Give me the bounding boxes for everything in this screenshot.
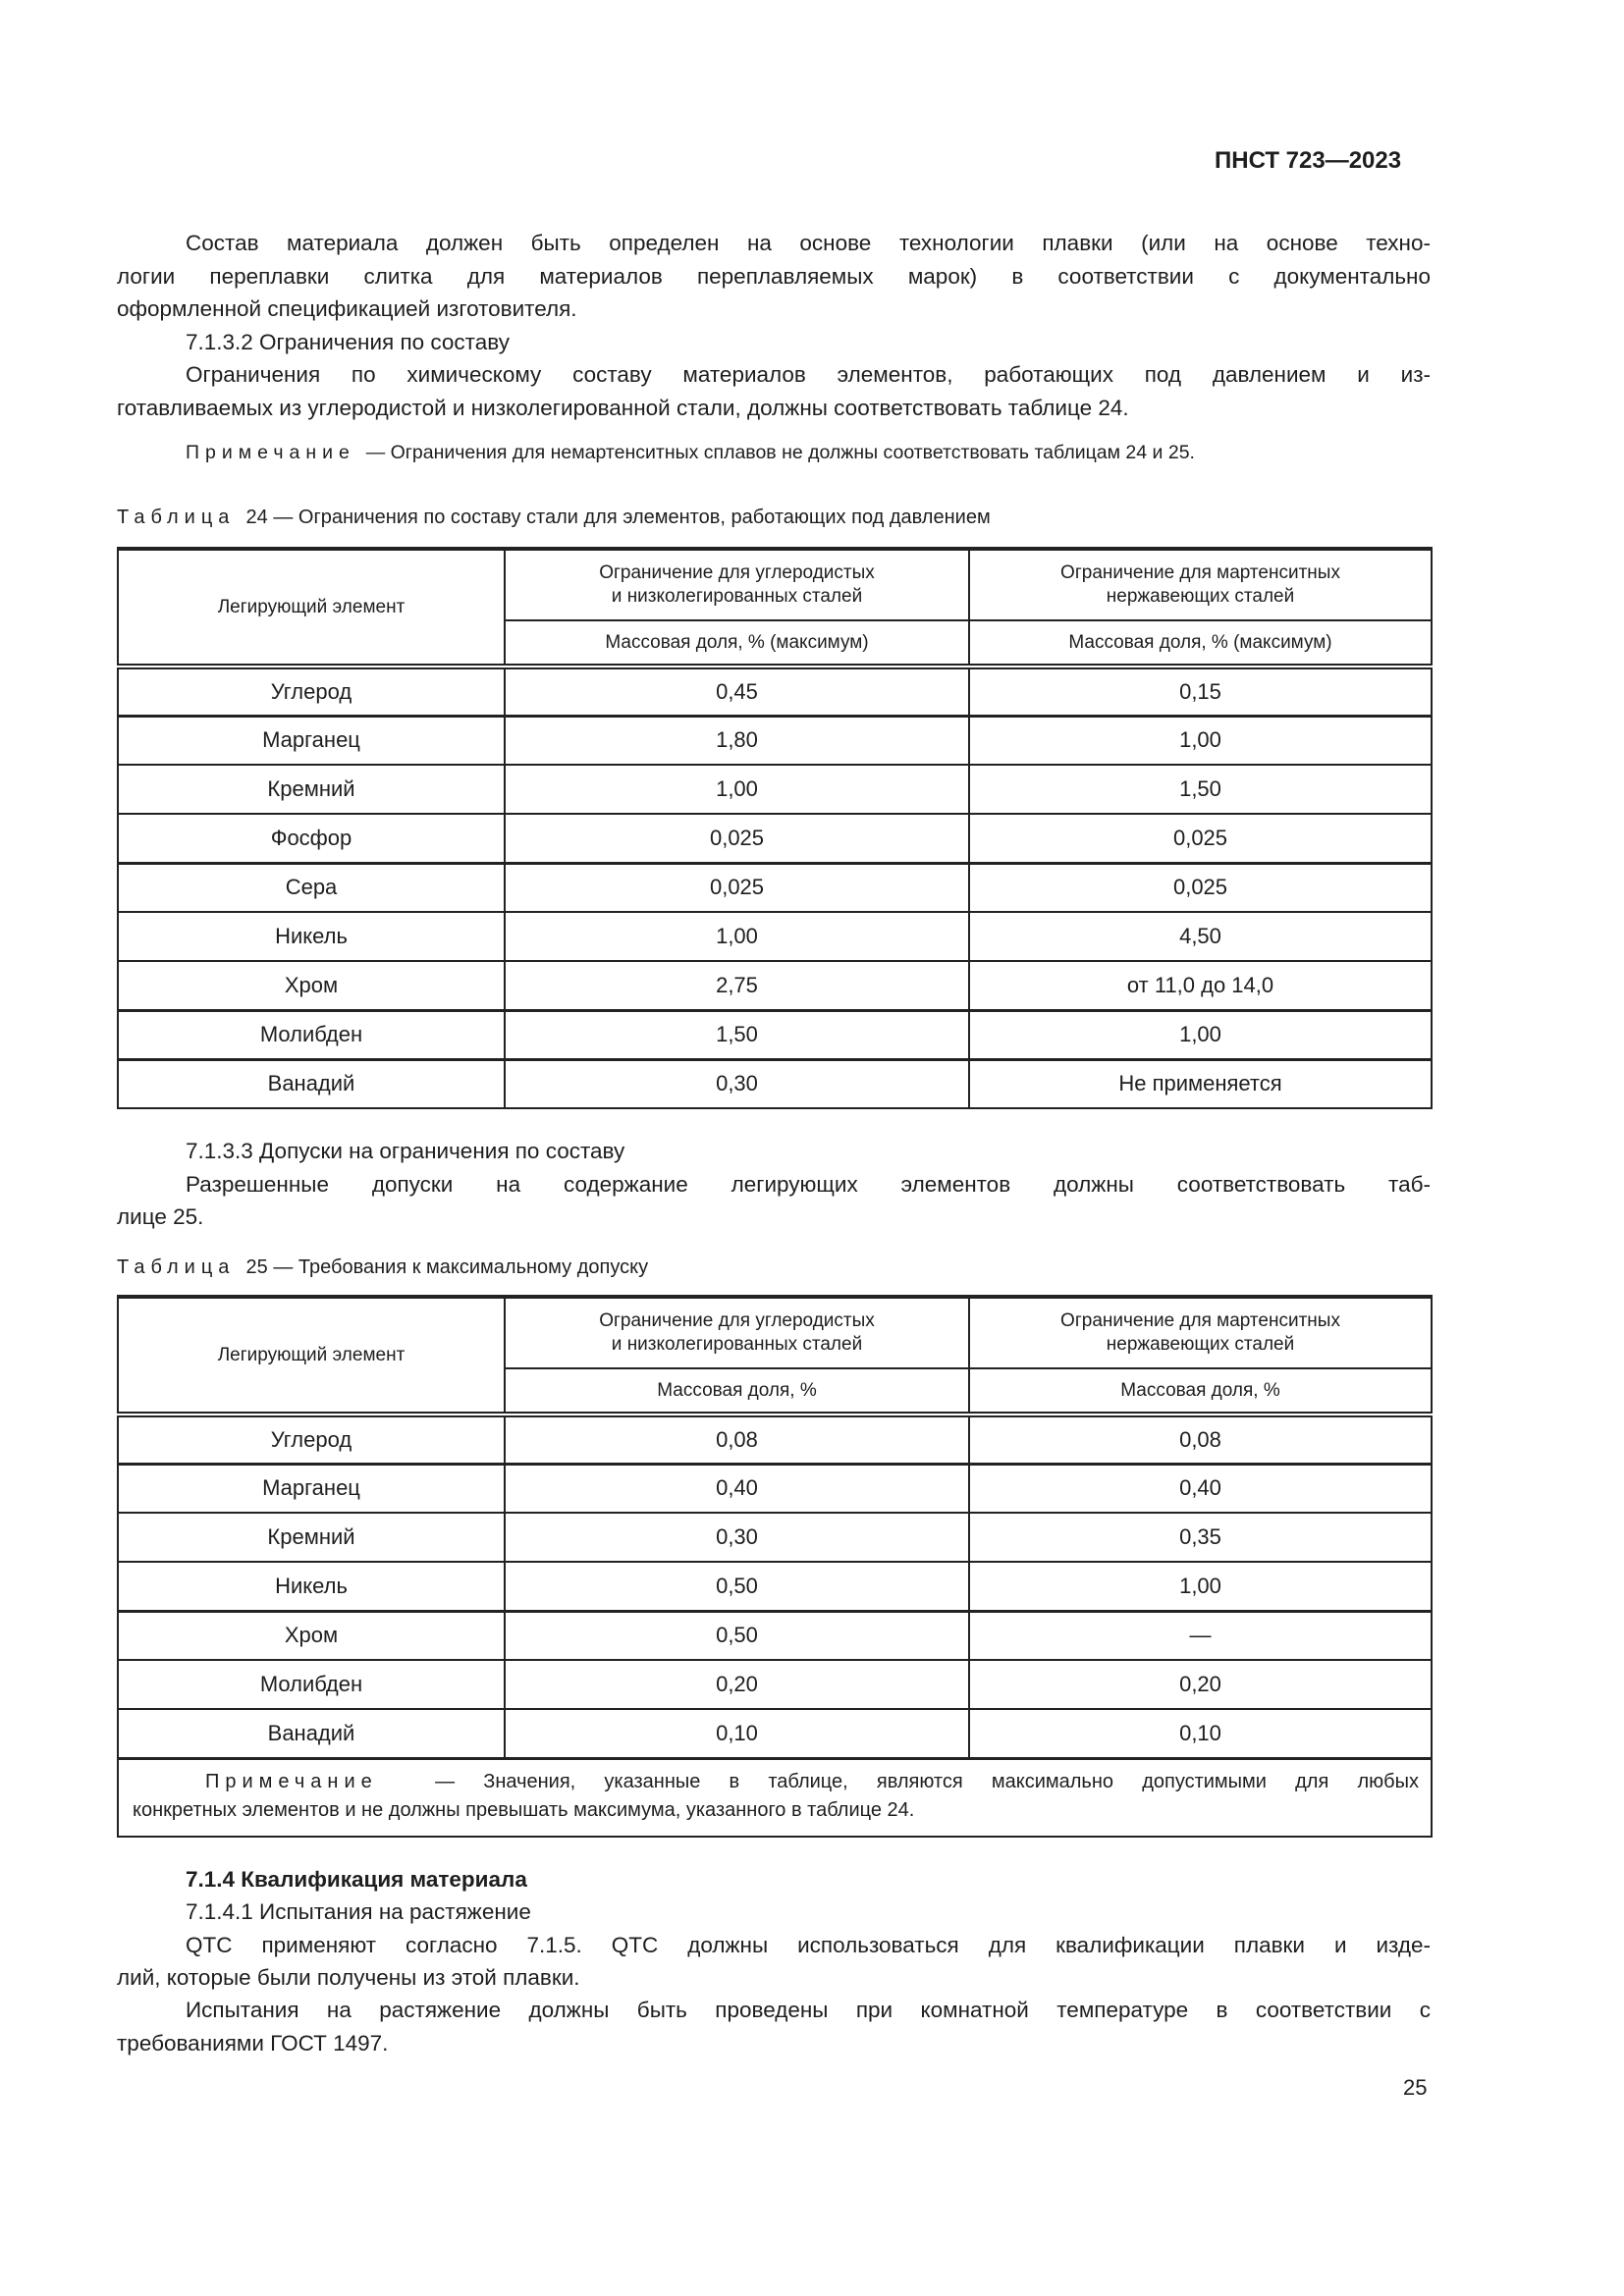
- intro-paragraph-line-3: оформленной спецификацией изготовителя.: [117, 296, 577, 321]
- col-header-martensitic: Ограничение для мартенситных нержавеющих сталей: [969, 1297, 1432, 1368]
- table-row: Ванадий 0,10 0,10: [118, 1709, 1432, 1758]
- intro-paragraph-line-2: логии переплавки слитка для материалов переплавляемых марок) в соответствии с документально: [117, 264, 1431, 289]
- sub-header-carbon: Массовая доля, %: [505, 1368, 969, 1415]
- table-24: [117, 547, 1433, 1109]
- table-row: Углерод 0,45 0,15: [118, 667, 1432, 716]
- note-1: [186, 437, 1431, 470]
- table-row: Кремний 1,00 1,50: [118, 765, 1432, 814]
- section-714-title: 7.1.4 Квалификация материала: [186, 1867, 527, 1892]
- table-row: Кремний 0,30 0,35: [118, 1513, 1432, 1562]
- table-row: Фосфор 0,025 0,025: [118, 814, 1432, 863]
- note-label: Примечание: [205, 1771, 378, 1793]
- page-number: 25: [1403, 2075, 1428, 2100]
- col-header-element: Легирующий элемент: [118, 1297, 505, 1415]
- table-25-note: Примечание — Значения, указанные в таблице, являются максимально допустимыми для любых конкретных элементов и не должны превышать максимума, указанного в таблице 24.: [118, 1758, 1432, 1837]
- table-row: Углерод 0,08 0,08: [118, 1415, 1432, 1464]
- section-7133-line-1: Разрешенные допуски на содержание легирующих элементов должны соответствовать таб-: [186, 1172, 1431, 1197]
- sub-header-martensitic: Массовая доля, % (максимум): [969, 620, 1432, 667]
- intro-paragraph-line-1: Состав материала должен быть определен на основе технологии плавки (или на основе техно-: [186, 231, 1431, 255]
- section-7141-para1-line-2: лий, которые были получены из этой плавки.: [117, 1965, 580, 1990]
- section-7132-line-2: готавливаемых из углеродистой и низколегированной стали, должны соответствовать таблице 24.: [117, 396, 1129, 420]
- table-row: Молибден 0,20 0,20: [118, 1660, 1432, 1709]
- table-row: Марганец 1,80 1,00: [118, 716, 1432, 765]
- section-7141-para1-line-1: QTC применяют согласно 7.1.5. QTC должны использоваться для квалификации плавки и изде-: [186, 1933, 1431, 1957]
- col-header-martensitic: Ограничение для мартенситных нержавеющих сталей: [969, 549, 1432, 620]
- table-row: Молибден 1,50 1,00: [118, 1010, 1432, 1059]
- table-note-row: [118, 1758, 1432, 1837]
- note-label: Примечание: [186, 442, 355, 463]
- section-7132-line-1: Ограничения по химическому составу материалов элементов, работающих под давлением и из-: [186, 362, 1431, 387]
- table-row: Хром 0,50 —: [118, 1611, 1432, 1660]
- col-header-element: Легирующий элемент: [118, 549, 505, 667]
- table-row: Марганец 0,40 0,40: [118, 1464, 1432, 1513]
- table-24-caption: Таблица 24 — Ограничения по составу стали для элементов, работающих под давлением: [117, 507, 991, 528]
- document-id: ПНСТ 723—2023: [1215, 147, 1402, 174]
- table-row: Хром 2,75 от 11,0 до 14,0: [118, 961, 1432, 1010]
- sub-header-carbon: Массовая доля, % (максимум): [505, 620, 969, 667]
- col-header-carbon: Ограничение для углеродистых и низколегированных сталей: [505, 1297, 969, 1368]
- col-header-carbon: Ограничение для углеродистых и низколегированных сталей: [505, 549, 969, 620]
- table-row: Ванадий 0,30 Не применяется: [118, 1059, 1432, 1108]
- table-25: [117, 1295, 1433, 1838]
- table-25-caption: Таблица 25 — Требования к максимальному допуску: [117, 1256, 649, 1278]
- table-row: Сера 0,025 0,025: [118, 863, 1432, 912]
- note-text: — Ограничения для немартенситных сплавов не должны соответствовать таблицам 24 и 25.: [365, 442, 1195, 463]
- table-row: Никель 0,50 1,00: [118, 1562, 1432, 1611]
- section-7133-title: 7.1.3.3 Допуски на ограничения по составу: [186, 1139, 625, 1163]
- section-7132-title: 7.1.3.2 Ограничения по составу: [186, 330, 510, 354]
- section-7133-line-2: лице 25.: [117, 1204, 204, 1229]
- table-row: Никель 1,00 4,50: [118, 912, 1432, 961]
- section-7141-para2-line-2: требованиями ГОСТ 1497.: [117, 2031, 389, 2056]
- sub-header-martensitic: Массовая доля, %: [969, 1368, 1432, 1415]
- section-7141-title: 7.1.4.1 Испытания на растяжение: [186, 1899, 531, 1924]
- section-7141-para2-line-1: Испытания на растяжение должны быть проведены при комнатной температуре в соответствии с: [186, 1998, 1431, 2022]
